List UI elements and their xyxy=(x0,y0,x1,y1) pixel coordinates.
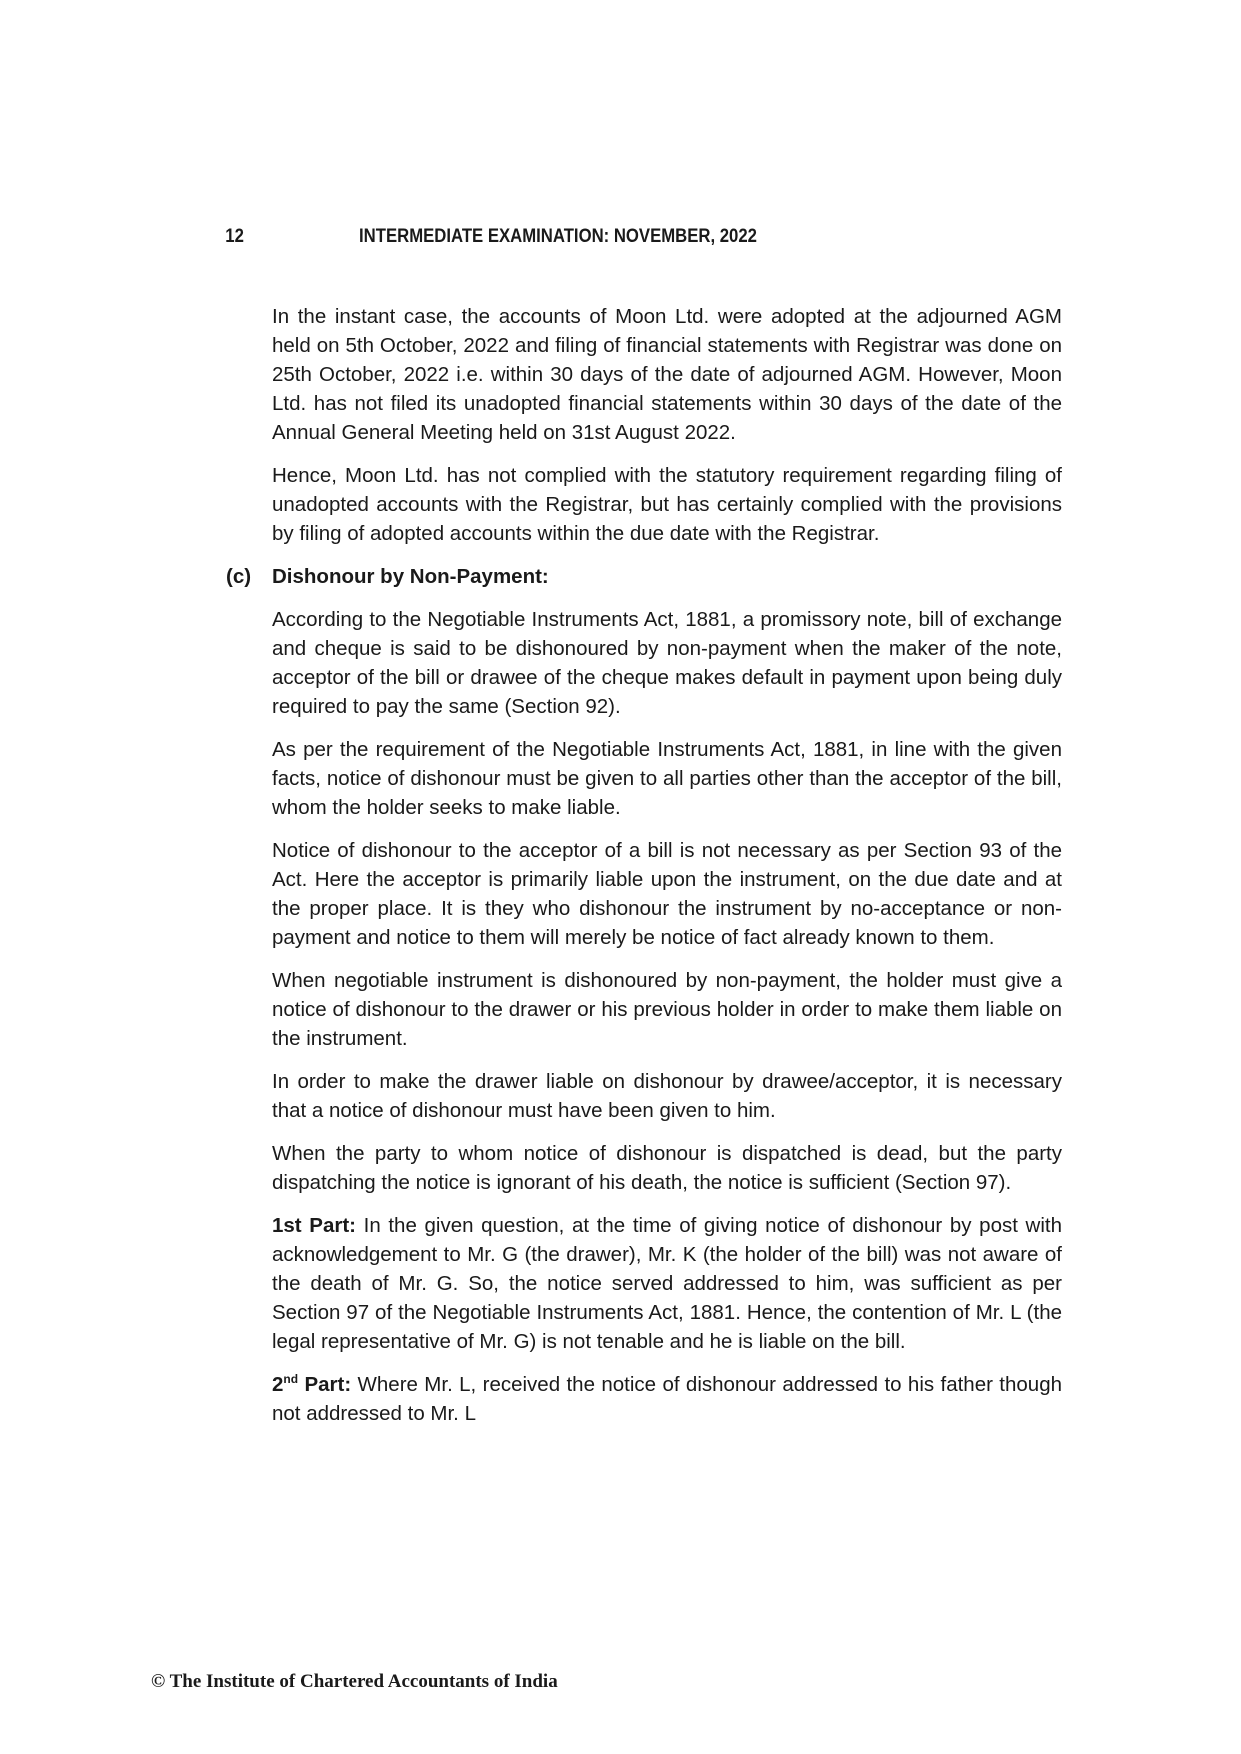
intro-paragraph-2: Hence, Moon Ltd. has not complied with the statutory requirement regarding filing of unadopted accounts with the Registrar, but has certainly complied with the provisions by filing of adopted accounts within the due date with the Registrar. xyxy=(272,464,1062,545)
section-c-marker: (c) xyxy=(226,565,252,588)
section-c-title: Dishonour by Non-Payment: xyxy=(272,565,549,588)
part-2-label-suffix: nd xyxy=(283,1372,299,1386)
page-number: 12 xyxy=(225,226,244,247)
section-c-paragraph-2: As per the requirement of the Negotiable Instruments Act, 1881, in line with the given facts, notice of dishonour must be given to all parties other than the acceptor of the bill, whom the holder seeks to make liable. xyxy=(272,738,1062,819)
page-body xyxy=(226,302,1063,1442)
part-1-text: In the given question, at the time of giving notice of dishonour by post with acknowledgement to Mr. G (the drawer), Mr. K (the holder of the bill) was not aware of the death of Mr. G. So, the notice served addressed to him, was sufficient as per Section 97 of the Negotiable Instruments Act, 1881. Hence, the contention of Mr. L (the legal representative of Mr. G) is not tenable and he is liable on the bill. xyxy=(272,1214,1063,1353)
part-1-paragraph xyxy=(272,1211,1062,1356)
part-2-label-word: Part: xyxy=(298,1373,352,1396)
page-header xyxy=(0,226,1092,256)
section-c-paragraph-6: When the party to whom notice of dishonour is dispatched is dead, but the party dispatching the notice is ignorant of his death, the notice is sufficient (Section 97). xyxy=(272,1142,1062,1194)
intro-paragraph-1: In the instant case, the accounts of Moon Ltd. were adopted at the adjourned AGM held on 5th October, 2022 and filing of financial statements with Registrar was done on 25th October, 2022 i.e. within 30 days of the date of adjourned AGM. However, Moon Ltd. has not filed its unadopted financial statements within 30 days of the date of the Annual General Meeting held on 31st August 2022. xyxy=(272,305,1062,444)
section-c-paragraph-5: In order to make the drawer liable on dishonour by drawee/acceptor, it is necessary that a notice of dishonour must have been given to him. xyxy=(272,1070,1062,1122)
header-title: INTERMEDIATE EXAMINATION: NOVEMBER, 2022 xyxy=(359,226,757,247)
section-c-heading xyxy=(226,562,1062,591)
part-1-label: 1st Part: xyxy=(272,1214,356,1237)
section-c-paragraph-3: Notice of dishonour to the acceptor of a bill is not necessary as per Section 93 of the Act. Here the acceptor is primarily liable upon the instrument, on the due date and at the proper place. It is they who dishonour the instrument by no-acceptance or non-payment and notice to them will merely be notice of fact already known to them. xyxy=(272,839,1062,949)
part-2-paragraph xyxy=(272,1370,1062,1428)
part-2-text: Where Mr. L, received the notice of dishonour addressed to his father though not addressed to Mr. L xyxy=(272,1373,1063,1425)
section-c-paragraph-1: According to the Negotiable Instruments Act, 1881, a promissory note, bill of exchange and cheque is said to be dishonoured by non-payment when the maker of the note, acceptor of the bill or drawee of the cheque makes default in payment upon being duly required to pay the same (Section 92). xyxy=(272,608,1062,718)
footer-copyright: © The Institute of Chartered Accountants of India xyxy=(151,1671,558,1692)
part-2-label xyxy=(272,1373,351,1396)
section-c-paragraph-4: When negotiable instrument is dishonoured by non-payment, the holder must give a notice of dishonour to the drawer or his previous holder in order to make them liable on the instrument. xyxy=(272,969,1062,1050)
part-2-label-number: 2 xyxy=(272,1373,284,1396)
